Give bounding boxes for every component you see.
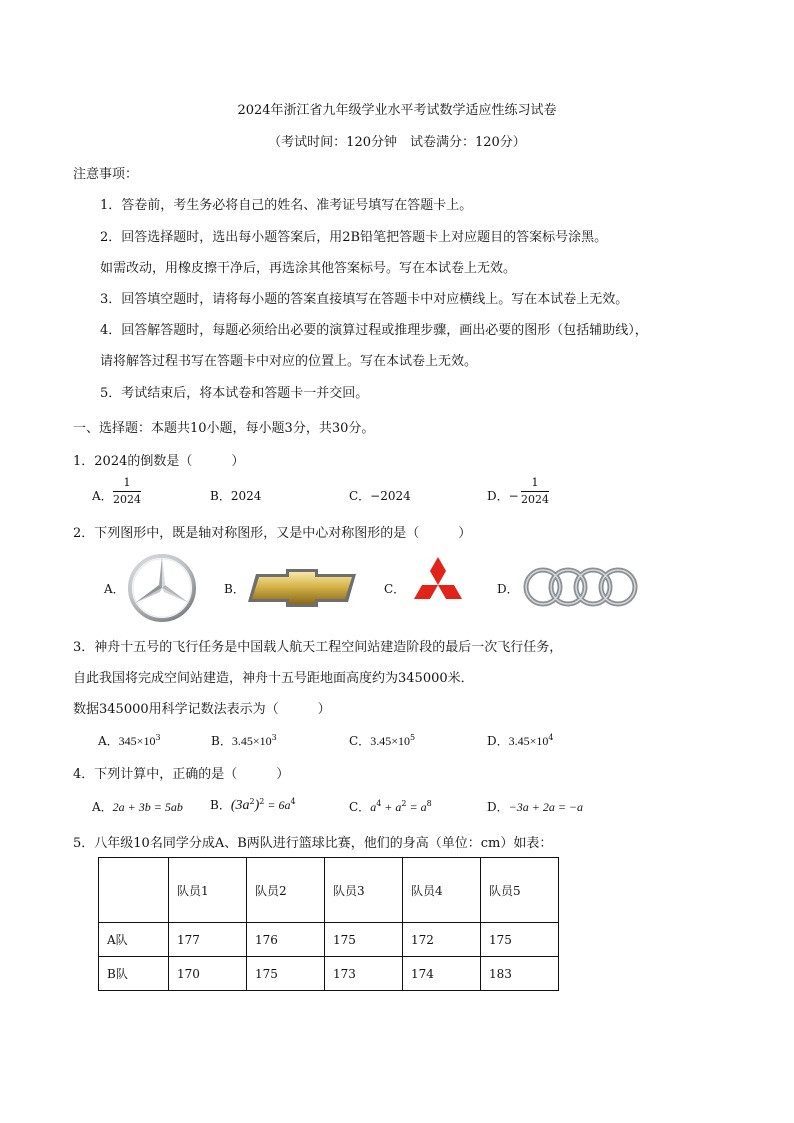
option-exponent: 4 bbox=[376, 799, 382, 808]
q1-option-d-fraction bbox=[521, 476, 549, 507]
option-label: B． bbox=[210, 798, 231, 812]
q4-option-b bbox=[210, 796, 296, 814]
exam-title: 2024年浙江省九年级学业水平考试数学适应性练习试卷 bbox=[237, 103, 557, 118]
note-item: 请将解答过程书写在答题卡中对应的位置上。写在本试卷上无效。 bbox=[100, 354, 478, 369]
question-2-stem: 2．下列图形中，既是轴对称图形，又是中心对称图形的是（ ） bbox=[73, 526, 472, 541]
question-4-stem: 4．下列计算中，正确的是（ ） bbox=[73, 767, 290, 782]
option-base: 3.45×10 bbox=[370, 734, 410, 748]
fraction-denominator: 2024 bbox=[113, 493, 141, 506]
q2-option-b-label: B． bbox=[224, 582, 245, 596]
q1-option-a-fraction bbox=[113, 476, 141, 507]
table-header-cell: 队员3 bbox=[325, 858, 403, 923]
option-exponent: 5 bbox=[409, 733, 416, 742]
height-table bbox=[98, 857, 559, 991]
table-header-cell: 队员5 bbox=[481, 858, 559, 923]
table-cell: 175 bbox=[325, 923, 403, 957]
notes-heading: 注意事项： bbox=[73, 167, 139, 182]
table-row bbox=[99, 957, 559, 991]
question-5-stem: 5．八年级10名同学分成A、B两队进行篮球比赛，他们的身高（单位：cm）如表： bbox=[73, 836, 553, 851]
fraction-denominator: 2024 bbox=[521, 493, 549, 506]
table-header-cell bbox=[99, 858, 169, 923]
mitsubishi-logo-icon bbox=[408, 557, 468, 613]
option-term: + a bbox=[381, 800, 402, 814]
q3-option-c bbox=[349, 732, 415, 749]
table-row bbox=[99, 923, 559, 957]
table-header-cell: 队员4 bbox=[403, 858, 481, 923]
option-expression: 2a + 3b = 5ab bbox=[112, 800, 183, 814]
table-cell: B队 bbox=[99, 957, 169, 991]
option-label: C． bbox=[349, 734, 371, 748]
table-header-cell: 队员1 bbox=[169, 858, 247, 923]
option-label: B． bbox=[211, 734, 232, 748]
note-item: 3．回答填空题时，请将每小题的答案直接填写在答题卡中对应横线上。写在本试卷上无效。 bbox=[100, 292, 629, 307]
table-cell: 172 bbox=[403, 923, 481, 957]
note-item: 4．回答解答题时，每题必须给出必要的演算过程或推理步骤，画出必要的图形（包括辅助线）， bbox=[100, 323, 648, 338]
option-label: A． bbox=[98, 734, 119, 748]
fraction-numerator: 1 bbox=[531, 476, 539, 489]
option-rhs: = 6a bbox=[264, 798, 291, 812]
q2-option-a-label: A． bbox=[104, 582, 125, 596]
option-expression: −3a + 2a = −a bbox=[508, 800, 584, 814]
q4-option-d bbox=[487, 798, 583, 815]
option-label: D． bbox=[487, 800, 509, 814]
option-term: a bbox=[370, 800, 377, 814]
table-cell: 177 bbox=[169, 923, 247, 957]
fraction-bar bbox=[521, 491, 549, 492]
q3-option-d bbox=[487, 732, 554, 749]
question-3-line-3: 数据345000用科学记数法表示为（ ） bbox=[73, 702, 331, 717]
option-label: A． bbox=[92, 800, 113, 814]
audi-logo-icon bbox=[522, 566, 640, 608]
option-base: 345×10 bbox=[118, 734, 156, 748]
exam-subtitle: （考试时间：120分钟 试卷满分：120分） bbox=[268, 135, 526, 150]
q1-option-c: C．−2024 bbox=[349, 489, 411, 503]
note-item: 1．答卷前，考生务必将自己的姓名、准考证号填写在答题卡上。 bbox=[100, 198, 473, 213]
q2-option-d-label: D． bbox=[497, 582, 519, 596]
q1-option-b: B．2024 bbox=[210, 489, 262, 503]
fraction-numerator: 1 bbox=[123, 476, 131, 489]
fraction-bar bbox=[113, 491, 141, 492]
q1-option-a-label: A． bbox=[92, 489, 113, 503]
table-cell: 183 bbox=[481, 957, 559, 991]
note-item: 如需改动，用橡皮擦干净后，再选涂其他答案标号。写在本试卷上无效。 bbox=[100, 261, 517, 276]
q3-option-b bbox=[211, 732, 277, 749]
note-item: 2．回答选择题时，选出每小题答案后，用2B铅笔把答题卡上对应题目的答案标号涂黑。 bbox=[100, 230, 608, 245]
option-exponent: 3 bbox=[271, 733, 277, 742]
option-exponent: 2 bbox=[401, 799, 407, 808]
option-exponent: 2 bbox=[249, 797, 255, 806]
table-header-cell: 队员2 bbox=[247, 858, 325, 923]
q3-option-a bbox=[98, 732, 161, 749]
table-cell: 175 bbox=[247, 957, 325, 991]
q2-option-c-label: C． bbox=[384, 582, 406, 596]
option-base: (3a bbox=[230, 798, 250, 813]
option-base: 3.45×10 bbox=[508, 734, 549, 748]
option-label: D． bbox=[487, 734, 509, 748]
table-cell: 170 bbox=[169, 957, 247, 991]
mercedes-logo-icon bbox=[128, 554, 196, 622]
section-heading: 一、选择题：本题共10小题，每小题3分，共30分。 bbox=[73, 421, 375, 436]
q4-option-a bbox=[92, 798, 183, 815]
option-exponent: 4 bbox=[548, 733, 554, 742]
option-exponent: 2 bbox=[259, 797, 265, 806]
option-close-paren: ) bbox=[254, 798, 260, 813]
option-exponent: 4 bbox=[290, 797, 296, 806]
option-exponent: 8 bbox=[426, 799, 432, 808]
q4-option-c bbox=[349, 798, 432, 815]
table-cell: 173 bbox=[325, 957, 403, 991]
table-cell: 176 bbox=[247, 923, 325, 957]
option-label: C． bbox=[349, 800, 371, 814]
table-cell: 175 bbox=[481, 923, 559, 957]
table-cell: A队 bbox=[99, 923, 169, 957]
question-3-line-2: 自此我国将完成空间站建造，神舟十五号距地面高度约为345000米． bbox=[73, 671, 474, 686]
note-item: 5．考试结束后，将本试卷和答题卡一并交回。 bbox=[100, 386, 369, 401]
option-term: = a bbox=[406, 800, 427, 814]
question-3-line-1: 3．神舟十五号的飞行任务是中国载人航天工程空间站建造阶段的最后一次飞行任务， bbox=[73, 640, 563, 655]
option-base: 3.45×10 bbox=[231, 734, 272, 748]
option-exponent: 3 bbox=[155, 733, 161, 742]
question-1-stem: 1．2024的倒数是（ ） bbox=[73, 454, 245, 469]
q1-option-d-label: D．− bbox=[487, 489, 519, 503]
chevrolet-logo-icon bbox=[246, 568, 358, 608]
table-header-row bbox=[99, 858, 559, 923]
table-cell: 174 bbox=[403, 957, 481, 991]
